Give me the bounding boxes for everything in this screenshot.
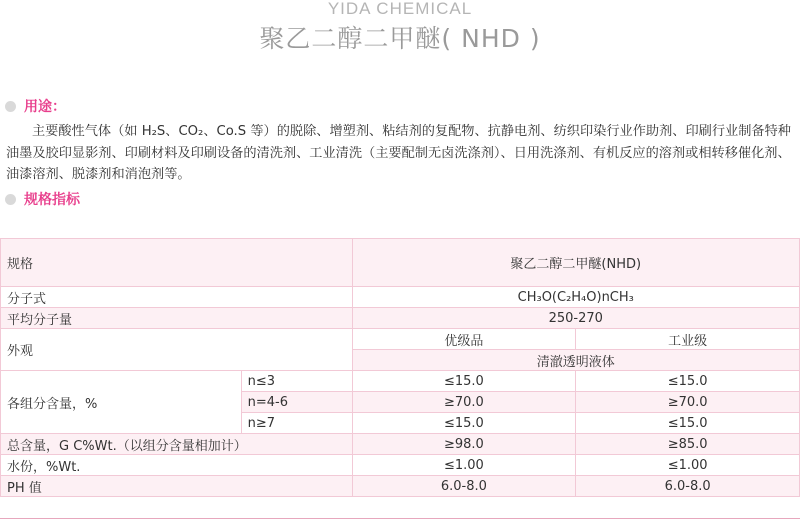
formula-value: CH₃O(C₂H₄O)nCH₃ <box>352 287 799 308</box>
composition-n: n≤3 <box>241 371 352 392</box>
composition-industrial: ≤15.0 <box>576 413 800 434</box>
spec-table <box>0 238 800 497</box>
table-row <box>1 329 800 350</box>
usage-heading-label: 用途： <box>24 99 66 115</box>
composition-label: 各组分含量，% <box>1 371 242 434</box>
page-title: 聚乙二醇二甲醚( NHD ) <box>259 24 541 53</box>
formula-label: 分子式 <box>1 287 353 308</box>
composition-premium: ≥70.0 <box>352 392 576 413</box>
table-row <box>1 371 800 392</box>
composition-industrial: ≥70.0 <box>576 392 800 413</box>
table-row <box>1 308 800 329</box>
ph-industrial: 6.0-8.0 <box>576 476 800 497</box>
composition-premium: ≤15.0 <box>352 413 576 434</box>
total-premium: ≥98.0 <box>352 434 576 455</box>
table-row <box>1 287 800 308</box>
mw-label: 平均分子量 <box>1 308 353 329</box>
composition-premium: ≤15.0 <box>352 371 576 392</box>
brand-name: YIDA CHEMICAL <box>327 0 473 18</box>
water-industrial: ≤1.00 <box>576 455 800 476</box>
bullet-icon <box>5 194 16 205</box>
spec-heading <box>5 189 80 209</box>
total-label: 总含量，G C%Wt.（以组分含量相加计） <box>1 434 353 455</box>
ph-premium: 6.0-8.0 <box>352 476 576 497</box>
water-premium: ≤1.00 <box>352 455 576 476</box>
spec-heading-label: 规格指标 <box>24 192 80 208</box>
mw-value: 250-270 <box>352 308 799 329</box>
table-row <box>1 434 800 455</box>
header-value: 聚乙二醇二甲醚(NHD) <box>352 239 799 287</box>
table-row <box>1 239 800 287</box>
header-label: 规格 <box>1 239 353 287</box>
usage-paragraph: 主要酸性气体（如 H₂S、CO₂、Co.S 等）的脱除、增塑剂、粘结剂的复配物、抗静电剂、纺织印染行业作助剂、印刷行业制备特种油墨及胶印显影剂、印刷材料及印刷设备的清洗剂、工业清洗（主要配制无卤洗涤剂）、日用洗涤剂、有机反应的溶剂或相转移催化剂、油漆溶剂、脱漆剂和消泡剂等。 <box>6 124 791 182</box>
grade-industrial: 工业级 <box>576 329 800 350</box>
total-industrial: ≥85.0 <box>576 434 800 455</box>
appearance-value: 清澈透明液体 <box>352 350 799 371</box>
water-label: 水份，%Wt. <box>1 455 353 476</box>
composition-n: n≥7 <box>241 413 352 434</box>
appearance-label: 外观 <box>1 329 353 371</box>
bullet-icon <box>5 101 16 112</box>
table-row <box>1 455 800 476</box>
usage-heading <box>5 96 66 116</box>
ph-label: PH 值 <box>1 476 353 497</box>
composition-n: n=4-6 <box>241 392 352 413</box>
grade-premium: 优级品 <box>352 329 576 350</box>
composition-industrial: ≤15.0 <box>576 371 800 392</box>
table-row <box>1 476 800 497</box>
